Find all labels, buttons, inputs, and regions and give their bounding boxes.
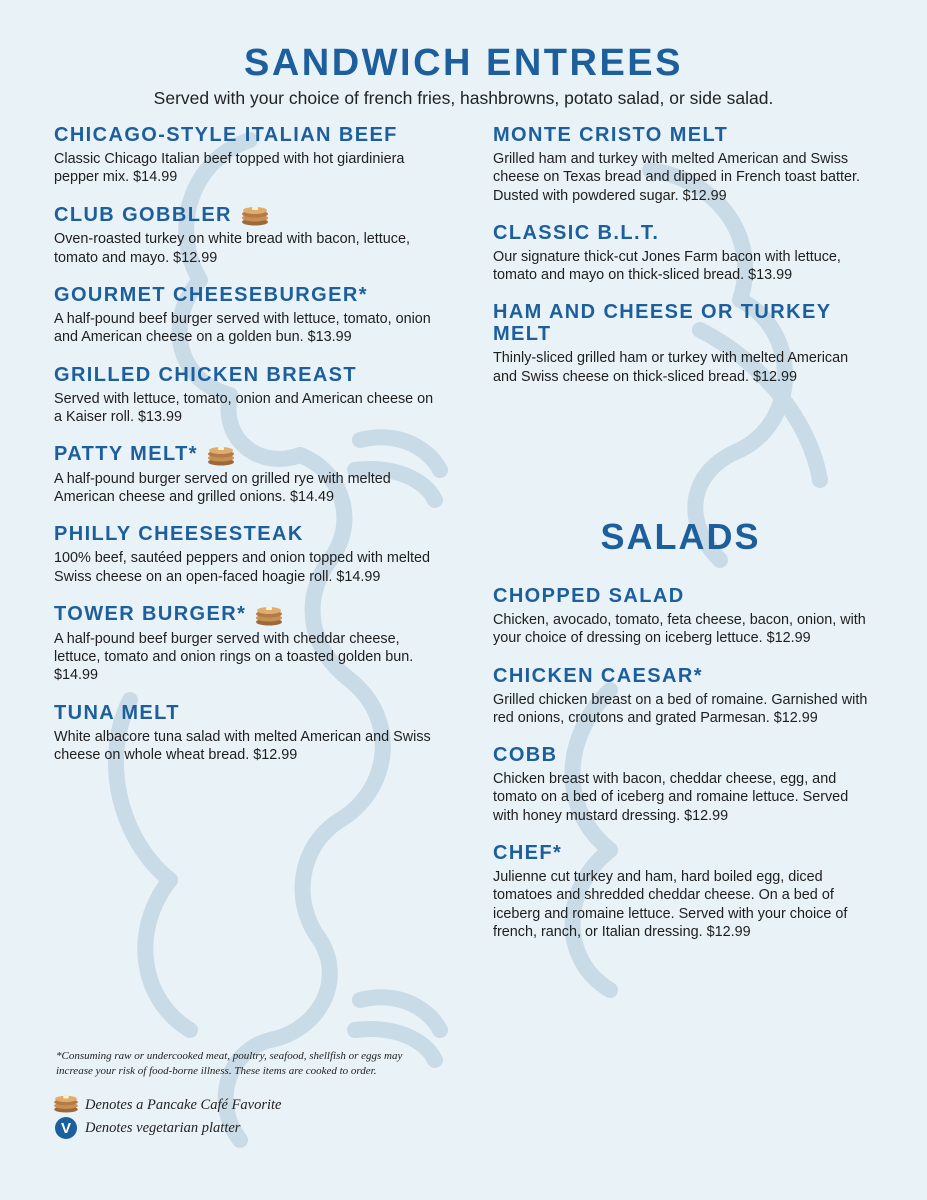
menu-item-description: Chicken breast with bacon, cheddar cheese, egg, and tomato on a bed of iceberg and romaine lettuce. Served with honey mustard dressing. $12.99 bbox=[493, 771, 849, 824]
legend-favorite-text: Denotes a Pancake Café Favorite bbox=[85, 1097, 282, 1113]
menu-item-name: GRILLED CHICKEN BREAST bbox=[54, 363, 358, 386]
menu-item-name: PHILLY CHEESESTEAK bbox=[54, 523, 304, 546]
menu-item-description: Grilled ham and turkey with melted American and Swiss cheese on Texas bread and dipped in French toast batter. Dusted with powdered sugar. $12.99 bbox=[493, 151, 860, 204]
menu-item bbox=[54, 603, 434, 685]
menu-item-name: PATTY MELT* bbox=[54, 443, 198, 466]
menu-item bbox=[54, 702, 434, 765]
menu-item-name: CHEF* bbox=[493, 842, 563, 865]
menu-item-name: CLASSIC B.L.T. bbox=[493, 221, 660, 244]
legend-vegetarian bbox=[52, 1117, 240, 1139]
menu-item-name: COBB bbox=[493, 744, 558, 767]
menu-item-name: HAM AND CHEESE OR TURKEY MELT bbox=[493, 301, 832, 346]
menu-item bbox=[493, 585, 868, 648]
page-title: SANDWICH ENTREES bbox=[243, 42, 684, 84]
menu-item-description: A half-pound beef burger served with cheddar cheese, lettuce, tomato and onion rings on a toasted golden bun. $14.99 bbox=[54, 630, 414, 684]
legend-vegetarian-text: Denotes vegetarian platter bbox=[85, 1119, 241, 1136]
menu-item-name: MONTE CRISTO MELT bbox=[493, 124, 729, 146]
menu-item-name: CLUB GOBBLER bbox=[54, 203, 232, 226]
pancake-stack-icon bbox=[240, 204, 270, 226]
menu-item bbox=[54, 364, 434, 427]
menu-item-name: TUNA MELT bbox=[54, 701, 180, 724]
menu-item-description: Served with lettuce, tomato, onion and American cheese on a Kaiser roll. $13.99 bbox=[54, 390, 434, 425]
pancake-stack-icon bbox=[206, 444, 236, 466]
vegetarian-v-icon: V bbox=[55, 1117, 77, 1139]
menu-item bbox=[54, 443, 434, 506]
menu-item bbox=[493, 301, 868, 386]
menu-item bbox=[54, 523, 434, 586]
legend-favorite bbox=[52, 1093, 282, 1118]
menu-item-description: Grilled chicken breast on a bed of romaine. Garnished with red onions, croutons and grated Parmesan. $12.99 bbox=[493, 691, 868, 726]
menu-item bbox=[493, 124, 868, 205]
pancake-stack-icon bbox=[52, 1093, 80, 1118]
salads-section-title: SALADS bbox=[600, 516, 761, 557]
menu-item-description: Thinly-sliced grilled ham or turkey with melted American and Swiss cheese on thick-sliced bread. $12.99 bbox=[493, 350, 849, 385]
menu-item bbox=[493, 842, 868, 941]
menu-item bbox=[54, 284, 434, 347]
sandwich-column-left bbox=[54, 124, 434, 781]
menu-item-name: TOWER BURGER* bbox=[54, 603, 247, 625]
menu-item-description: A half-pound burger served on grilled rye with melted American cheese and grilled onions. $14.49 bbox=[54, 470, 391, 506]
menu-item-name: CHICAGO-STYLE ITALIAN BEEF bbox=[54, 124, 398, 146]
menu-item bbox=[493, 222, 868, 285]
menu-item-name: GOURMET CHEESEBURGER* bbox=[54, 283, 368, 306]
page-subtitle: Served with your choice of french fries, hashbrowns, potato salad, or side salad. bbox=[153, 88, 774, 108]
menu-item bbox=[54, 204, 434, 267]
menu-item-description: White albacore tuna salad with melted American and Swiss cheese on whole wheat bread. $12.99 bbox=[54, 728, 431, 763]
menu-item-description: 100% beef, sautéed peppers and onion topped with melted Swiss cheese on an open-faced hoagie roll. $14.99 bbox=[54, 550, 431, 585]
pancake-stack-icon bbox=[254, 604, 284, 626]
menu-item-name: CHOPPED SALAD bbox=[493, 585, 685, 607]
menu-item bbox=[54, 124, 434, 187]
menu-item-description: Classic Chicago Italian beef topped with hot giardiniera pepper mix. $14.99 bbox=[54, 151, 405, 186]
menu-item bbox=[493, 744, 868, 825]
menu-item bbox=[493, 665, 868, 728]
menu-item-description: Oven-roasted turkey on white bread with bacon, lettuce, tomato and mayo. $12.99 bbox=[54, 231, 410, 266]
menu-item-description: A half-pound beef burger served with lettuce, tomato, onion and American cheese on a golden bun. $13.99 bbox=[54, 310, 431, 346]
menu-item-description: Our signature thick-cut Jones Farm bacon with lettuce, tomato and mayo on thick-sliced bread. $13.99 bbox=[493, 248, 841, 284]
menu-item-description: Julienne cut turkey and ham, hard boiled egg, diced tomatoes and shredded cheddar cheese. On a bed of iceberg and romaine lettuce. Served with your choice of french, ranch, or Italian dressing. $12.99 bbox=[493, 869, 848, 940]
menu-item-name: CHICKEN CAESAR* bbox=[493, 664, 703, 687]
sandwich-column-right bbox=[493, 124, 868, 403]
salads-section bbox=[493, 585, 868, 958]
food-safety-disclaimer: *Consuming raw or undercooked meat, poultry, seafood, shellfish or eggs may increase your risk of food-borne illness. These items are cooked to order. bbox=[56, 1050, 403, 1077]
menu-item-description: Chicken, avocado, tomato, feta cheese, bacon, onion, with your choice of dressing on iceberg lettuce. $12.99 bbox=[493, 612, 866, 647]
